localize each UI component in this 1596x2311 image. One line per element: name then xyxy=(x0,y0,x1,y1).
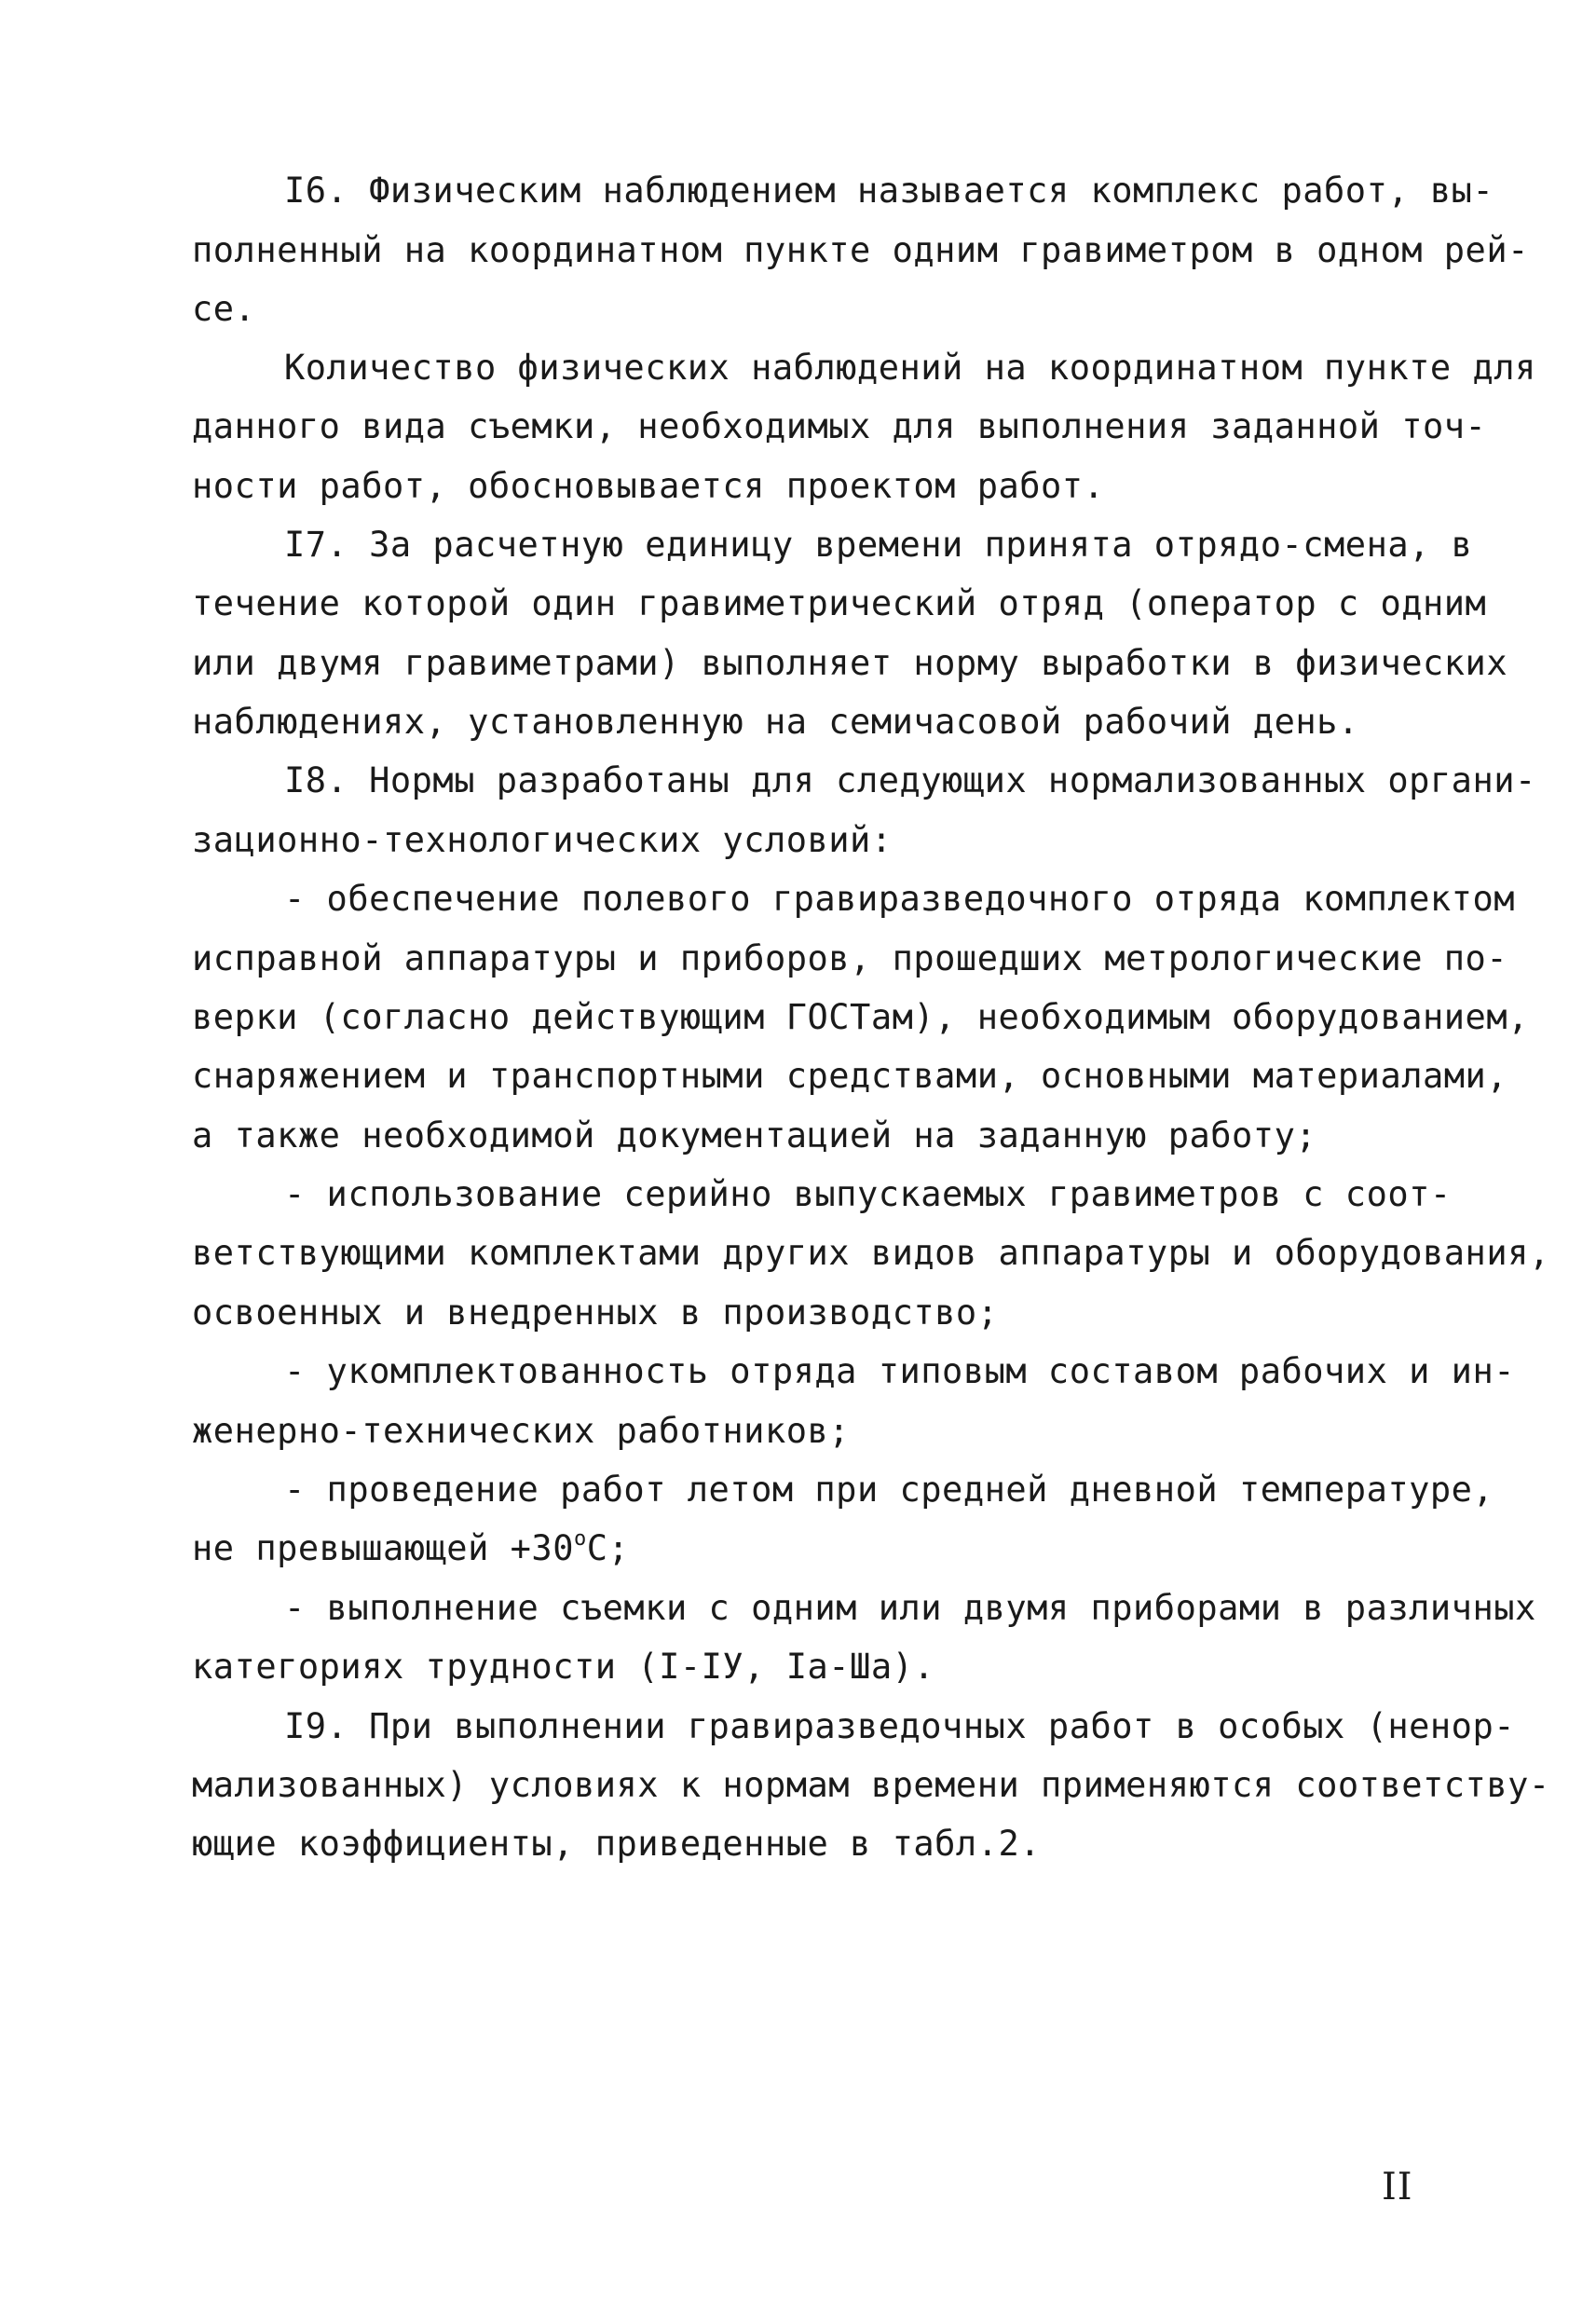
condition-item-1-line-1: - обеспечение полевого гравиразведочного отряда комплектом xyxy=(284,879,1516,919)
paragraph-16-line-3: се. xyxy=(192,289,256,329)
condition-item-4-line-1: - проведение работ летом при средней дневной температуре, xyxy=(284,1470,1494,1510)
condition-item-3-line-1: - укомплектованность отряда типовым составом рабочих и ин- xyxy=(284,1351,1516,1391)
paragraph-19-line-3: ющие коэффициенты, приведенные в табл.2. xyxy=(192,1824,1042,1864)
paragraph-19-line-2: мализованных) условиях к нормам времени применяются соответству- xyxy=(192,1765,1550,1805)
condition-item-2-line-3: освоенных и внедренных в производство; xyxy=(192,1292,999,1333)
temperature-unit: C; xyxy=(586,1528,630,1568)
paragraph-18-line-2: зационно-технологических условий: xyxy=(192,820,893,860)
page-number: II xyxy=(1382,2166,1413,2208)
condition-item-1-line-3: верки (согласно действующим ГОСТам), необходимым оборудованием, xyxy=(192,997,1529,1037)
condition-item-1-line-4: снаряжением и транспортными средствами, основными материалами, xyxy=(192,1056,1508,1096)
paragraph-17-line-4: наблюдениях, установленную на семичасовой рабочий день. xyxy=(192,702,1359,742)
paragraph-16b-line-2: данного вида съемки, необходимых для выполнения заданной точ- xyxy=(192,406,1487,446)
paragraph-18-line-1: I8. Нормы разработаны для следующих нормализованных органи- xyxy=(284,760,1536,800)
condition-item-3-line-2: женерно-технических работников; xyxy=(192,1411,851,1451)
paragraph-19-line-1: I9. При выполнении гравиразведочных работ в особых (ненор- xyxy=(284,1706,1516,1746)
paragraph-17-line-3: или двумя гравиметрами) выполняет норму выработки в физических xyxy=(192,643,1508,683)
temperature-text: не превышающей +30 xyxy=(192,1528,574,1568)
condition-item-5-line-2: категориях трудности (I-IУ, Iа-Шa). xyxy=(192,1647,935,1687)
condition-item-5-line-1: - выполнение съемки с одним или двумя приборами в различных xyxy=(284,1588,1536,1628)
paragraph-17-line-1: I7. За расчетную единицу времени принята отрядо-смена, в xyxy=(284,525,1473,565)
condition-item-4-line-2 xyxy=(192,1525,629,1572)
condition-item-1-line-2: исправной аппаратуры и приборов, прошедших метрологические по- xyxy=(192,938,1508,978)
paragraph-16-line-2: полненный на координатном пункте одним гравиметром в одном рей- xyxy=(192,230,1529,270)
paragraph-16b-line-3: ности работ, обосновывается проектом работ. xyxy=(192,466,1105,506)
condition-item-2-line-1: - использование серийно выпускаемых гравиметров с соот- xyxy=(284,1174,1452,1214)
paragraph-16-line-1: I6. Физическим наблюдением называется комплекс работ, вы- xyxy=(284,171,1494,211)
degree-sign: o xyxy=(573,1527,587,1551)
condition-item-1-line-5: а также необходимой документацией на заданную работу; xyxy=(192,1115,1317,1156)
paragraph-17-line-2: течение которой один гравиметрический отряд (оператор с одним xyxy=(192,583,1487,623)
condition-item-2-line-2: ветствующими комплектами других видов аппаратуры и оборудования, xyxy=(192,1233,1550,1273)
paragraph-16b-line-1: Количество физических наблюдений на координатном пункте для xyxy=(284,348,1536,388)
